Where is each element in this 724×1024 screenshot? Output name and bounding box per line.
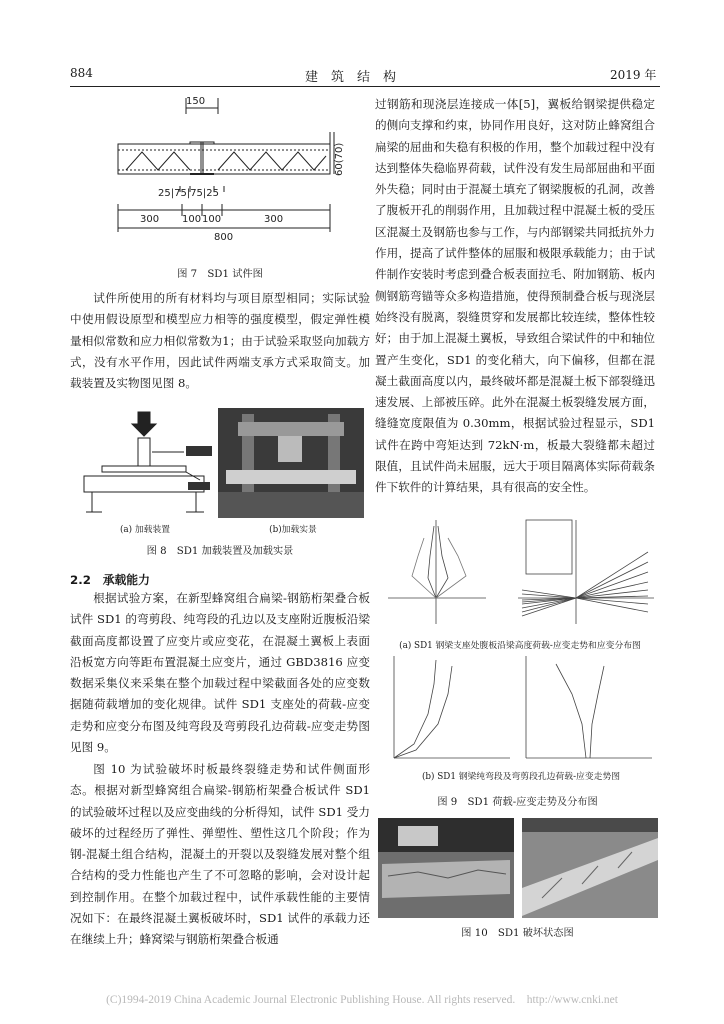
fig7-dim-height: 60(70)	[334, 142, 345, 176]
fig8a-subcaption: (a) 加载装置	[119, 525, 171, 535]
fig8a-loading-setup	[74, 410, 214, 518]
right-paragraph-1: 过钢筋和现浇层连接成一体[5]，翼板给钢梁提供稳定的侧向支撑和约束，协同作用良好，这对防止蜂窝组合扁梁的屈曲和失稳有积极的作用，整个加载过程中没有达到整体失稳临界荷载，试件没有发生局部屈曲和平面外失稳；同时由于混凝土填充了钢梁腹板的孔洞，改善了腹板开孔的削弱作用，且加载过程中混凝土板的受压区混凝土及钢筋也参与工作，与内部钢梁共同抵抗外力作用，提高了试件整体的屈服和极限承载能力；由于试件制作安装时考虑到叠合板表面拉毛、附加钢筋、板内侧钢筋弯锚等众多构造措施，使得预制叠合板与现浇层始终没有脱离，裂缝贯穿和发展都比较连续，整体性较好；由于加上混凝土翼板，导致组合梁试件的中和轴位置产生变化，SD1 的变化稍大，向下偏移，但都在混凝土截面高度以内，最终破坏都是混凝土板下部裂缝迅速发展、上部被压碎。此外在混凝土板裂缝发展方面，缝缝宽度限值为 0.30mm，根据试验过程显示，SD1 试件在跨中弯矩达到 72kN·m，板最大裂缝都未超过限值，且试件尚未屈服，远大于项目隔离体实际荷载条件下软件的计算结果，具有很高的安全性。	[375, 97, 655, 495]
fig9a-subcaption: (a) SD1 钢梁支座处腹板沿梁高度荷载-应变走势和应变分布图	[399, 641, 641, 651]
fig7-dim-top: 150	[186, 96, 206, 107]
fig8-caption: 图 8 SD1 加载装置及加载实景	[146, 546, 294, 557]
left-paragraph-2: 根据试验方案，在新型蜂窝组合扁梁-钢筋桁架叠合板试件 SD1 的弯剪段、纯弯段的孔边以及支座附近腹板沿梁截面高度都设置了应变片或应变花，在混凝土翼板上表面沿板宽方向等距布置混凝土应变片，通过 GBD3816 应变数据采集仪来采集在整个加载过程中梁截面各处的应变数据随荷载增加的变化规律。试件 SD1 支座处的荷载-应变走势和应变分布图及纯弯段及弯剪段孔边荷载-应变走势图见图 9。	[70, 591, 370, 755]
fig7-dim-100-right: 100	[202, 214, 222, 225]
copyright-footer: (C)1994-2019 China Academic Journal Electronic Publishing House. All rights reserved. http://www.cnki.net	[106, 994, 618, 1006]
page-number: 884	[70, 66, 93, 80]
fig7-dim-100-left: 100	[182, 214, 202, 225]
fig9b-plots	[386, 654, 656, 764]
fig7-caption: 图 7 SD1 试件图	[177, 269, 263, 280]
section-heading-2-2: 2.2 承载能力	[70, 573, 150, 587]
fig7-dim-total: 800	[214, 232, 234, 243]
fig9b-subcaption: (b) SD1 钢梁纯弯段及弯剪段孔边荷载-应变走势图	[421, 772, 621, 782]
fig10-photo-right	[522, 818, 658, 918]
fig7-drawing	[98, 92, 354, 262]
fig7-dim-300-right: 300	[264, 214, 284, 225]
fig8b-loading-photo	[218, 408, 364, 518]
left-paragraph-3: 图 10 为试验破坏时板最终裂缝走势和试件侧面形态。根据对新型蜂窝组合扁梁-钢筋桁架叠合板试件 SD1 的试验破坏过程以及应变曲线的分析得知，试件 SD1 受力破坏的过程经历了弹性、弹塑性、塑性这几个阶段；作为钢-混凝土组合结构，混凝土的开裂以及裂缝发展对整个组合结构的受力性能也产生了不可忽略的影响，会对设计起到控制作用。在整个加载过程中，试件承载性能的主要情况如下：在最终混凝土翼板破坏时，SD1 试件的承载力还在继续上升；蜂窝梁与钢筋桁架叠合板通	[70, 762, 370, 947]
fig10-caption: 图 10 SD1 破坏状态图	[461, 928, 574, 939]
fig7-dim-mid: 25|75|75|25	[158, 188, 220, 199]
journal-title: 建 筑 结 构	[305, 70, 397, 85]
fig7-dim-300-left: 300	[140, 214, 160, 225]
fig9a-plots	[378, 516, 660, 634]
left-paragraph-1: 试件所使用的所有材料均与项目原型相同；实际试验中使用假设原型和模型应力相等的强度模型，假定弹性模量相似常数和应力相似常数为1；由于试验采取竖向加载方式，没有水平作用，因此试件两端支承方式采取简支。加载装置及实物图见图 8。	[70, 291, 370, 391]
fig10-photo-left	[378, 818, 514, 918]
header-rule	[70, 86, 660, 87]
journal-year: 2019 年	[610, 68, 657, 82]
fig8b-subcaption: (b)加载实景	[269, 525, 317, 535]
fig9-caption: 图 9 SD1 荷载-应变走势及分布图	[437, 797, 598, 808]
